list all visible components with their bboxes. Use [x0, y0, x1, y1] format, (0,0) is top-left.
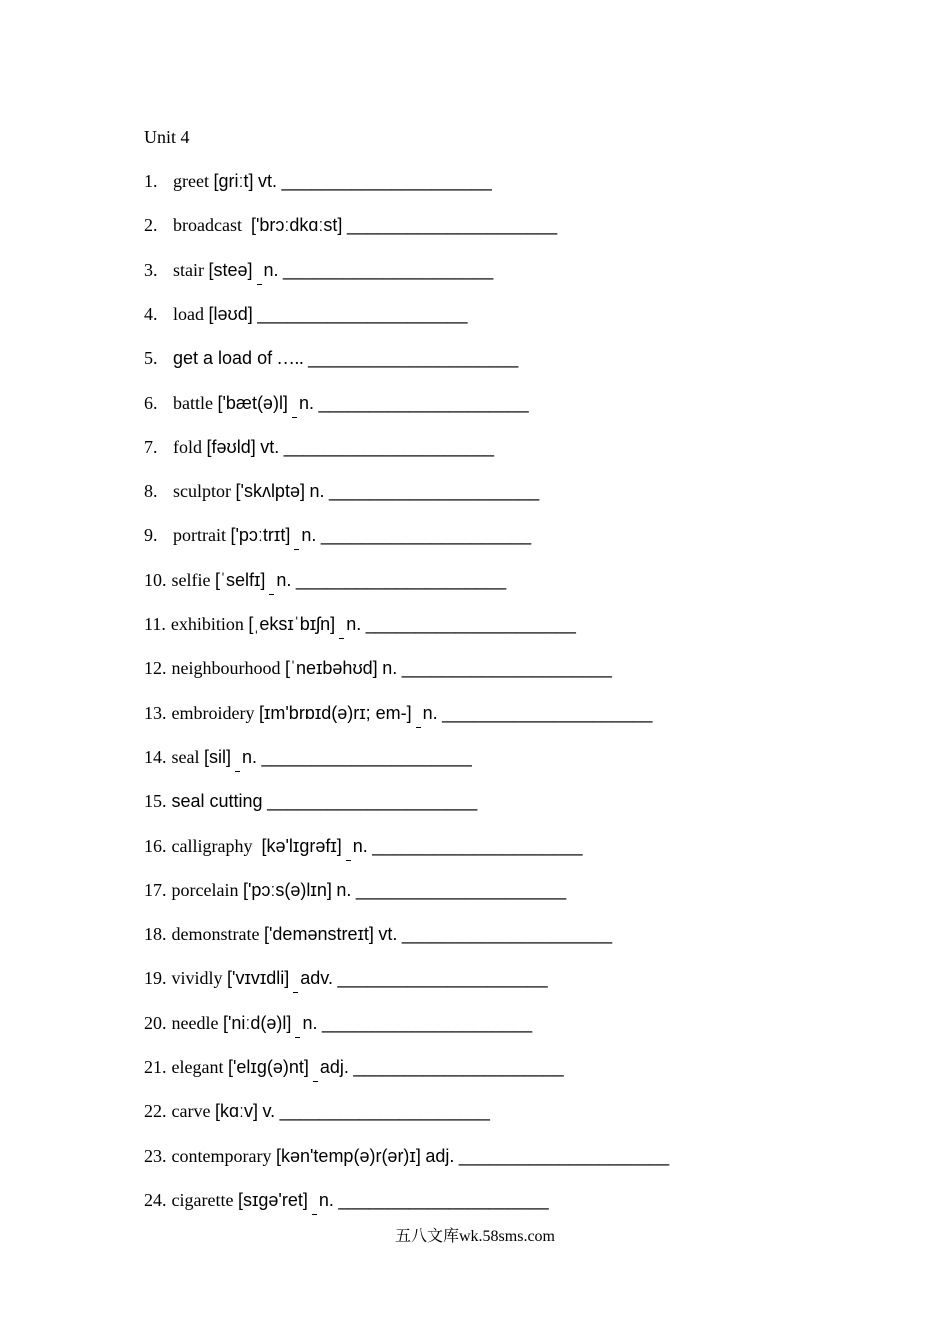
underscore-mark — [313, 1081, 318, 1082]
item-phonetic: [ˈneɪbəhʊd] — [284, 658, 378, 678]
item-number: 10. — [144, 570, 167, 590]
unit-title: Unit 4 — [144, 127, 190, 147]
underscore-mark — [339, 638, 344, 639]
item-word: elegant — [171, 1057, 224, 1077]
item-phonetic: ['bæt(ə)l] — [217, 393, 288, 413]
item-phonetic: [ləʊd] — [208, 304, 253, 324]
item-phonetic: [ɪm'brɒɪd(ə)rɪ; em-] — [258, 703, 412, 723]
item-word: contemporary — [171, 1146, 272, 1166]
item-part-of-speech: n. — [263, 260, 279, 280]
item-phonetic: [fəʊld] — [206, 437, 256, 457]
item-number: 15. — [144, 791, 167, 811]
item-phonetic: ['pɔːtrɪt] — [230, 525, 291, 545]
answer-blank[interactable]: _____________________ — [355, 880, 567, 900]
item-number: 18. — [144, 924, 167, 944]
answer-blank[interactable]: _____________________ — [318, 393, 529, 413]
item-word: needle — [171, 1013, 219, 1033]
item-word: fold — [173, 437, 202, 457]
item-number: 24. — [144, 1190, 167, 1210]
vocab-item — [144, 346, 518, 370]
answer-blank[interactable]: _____________________ — [401, 924, 613, 944]
answer-blank[interactable]: _____________________ — [337, 968, 548, 988]
vocab-item — [144, 878, 566, 902]
vocab-item — [144, 1055, 564, 1079]
vocab-item — [144, 169, 492, 193]
underscore-mark — [312, 1214, 317, 1215]
answer-blank[interactable]: _____________________ — [353, 1057, 564, 1077]
item-number: 4. — [144, 304, 158, 324]
vocab-item — [144, 966, 548, 990]
item-number: 23. — [144, 1146, 167, 1166]
vocab-item — [144, 435, 494, 459]
item-number: 13. — [144, 703, 167, 723]
vocab-item — [144, 612, 576, 636]
item-phonetic: ['niːd(ə)l] — [222, 1013, 292, 1033]
answer-blank[interactable]: _____________________ — [257, 304, 468, 324]
item-word: seal cutting — [171, 791, 263, 811]
item-number: 8. — [144, 481, 158, 501]
vocab-item — [144, 656, 612, 680]
item-word: seal — [171, 747, 200, 767]
item-part-of-speech: n. — [301, 525, 317, 545]
footer-watermark: 五八文库wk.58sms.com — [394, 1228, 555, 1245]
item-word: portrait — [173, 525, 226, 545]
vocab-item — [144, 745, 472, 769]
item-number: 2. — [144, 215, 158, 235]
item-word: porcelain — [171, 880, 239, 900]
item-part-of-speech: n. — [309, 481, 325, 501]
item-number: 6. — [144, 393, 158, 413]
answer-blank[interactable]: _____________________ — [346, 215, 558, 235]
item-number: 22. — [144, 1101, 167, 1121]
item-phonetic: ['pɔːs(ə)lɪn] — [242, 880, 332, 900]
item-phonetic: [kɑːv] — [214, 1101, 258, 1121]
item-phonetic: [sɪgə'ret] — [237, 1190, 308, 1210]
vocab-item — [144, 1188, 549, 1212]
item-phonetic: [sil] — [203, 747, 231, 767]
item-number: 11. — [144, 614, 166, 634]
item-phonetic: [ˈselfɪ] — [214, 570, 266, 590]
item-part-of-speech: n. — [336, 880, 352, 900]
item-part-of-speech: vt. — [378, 924, 398, 944]
item-phonetic: [ˌeksɪˈbɪʃn] — [248, 614, 336, 634]
vocab-item — [144, 479, 539, 503]
vocab-item — [144, 1011, 532, 1035]
vocab-item — [144, 834, 583, 858]
item-phonetic: ['elɪg(ə)nt] — [227, 1057, 309, 1077]
item-number: 16. — [144, 836, 167, 856]
item-phonetic: ['skʌlptə] — [235, 481, 305, 501]
answer-blank[interactable]: _____________________ — [283, 437, 495, 457]
item-phonetic: [griːt] — [213, 171, 254, 191]
item-part-of-speech: n. — [298, 393, 314, 413]
item-phonetic: ['demənstreɪt] — [263, 924, 374, 944]
item-part-of-speech: n. — [318, 1190, 334, 1210]
item-word: battle — [173, 393, 213, 413]
answer-blank[interactable]: _____________________ — [261, 747, 472, 767]
underscore-mark — [292, 417, 297, 418]
answer-blank[interactable]: _____________________ — [365, 614, 576, 634]
item-number: 14. — [144, 747, 167, 767]
vocab-item — [144, 789, 477, 813]
underscore-mark — [416, 727, 421, 728]
underscore-mark — [293, 992, 298, 993]
item-number: 3. — [144, 260, 158, 280]
item-phonetic: [kə'lɪgrəfɪ] — [261, 836, 342, 856]
item-number: 17. — [144, 880, 167, 900]
item-phonetic: [steə] — [208, 260, 253, 280]
underscore-mark — [235, 771, 240, 772]
item-word: get a load of — [173, 348, 273, 368]
item-part-of-speech: adj. — [319, 1057, 349, 1077]
answer-blank[interactable]: _____________________ — [279, 1101, 490, 1121]
item-phonetic: [kən'temp(ə)r(ər)ɪ] — [275, 1146, 421, 1166]
answer-blank[interactable]: _____________________ — [328, 481, 540, 501]
item-number: 20. — [144, 1013, 167, 1033]
item-word: vividly — [171, 968, 223, 988]
item-number: 1. — [144, 171, 158, 191]
item-phonetic: ['vɪvɪdli] — [227, 968, 290, 988]
item-part-of-speech: n. — [346, 614, 362, 634]
vocab-item — [144, 258, 493, 282]
item-word: embroidery — [171, 703, 255, 723]
vocab-item — [144, 302, 468, 326]
item-word: broadcast — [173, 215, 242, 235]
answer-blank[interactable]: _____________________ — [372, 836, 583, 856]
underscore-mark — [346, 860, 351, 861]
answer-blank[interactable]: _____________________ — [283, 260, 494, 280]
item-word: selfie — [171, 570, 211, 590]
item-part-of-speech: vt. — [258, 171, 278, 191]
item-word: carve — [171, 1101, 211, 1121]
vocab-item — [144, 568, 506, 592]
answer-blank[interactable]: _____________________ — [338, 1190, 549, 1210]
vocab-item — [144, 391, 529, 415]
answer-blank[interactable]: _____________________ — [267, 791, 478, 811]
item-ellipsis: ….. — [276, 348, 304, 368]
answer-blank[interactable]: _____________________ — [321, 1013, 533, 1033]
item-word: sculptor — [173, 481, 231, 501]
item-part-of-speech: n. — [382, 658, 398, 678]
item-part-of-speech: v. — [262, 1101, 276, 1121]
answer-blank[interactable]: _____________________ — [295, 570, 507, 590]
vocab-item — [144, 922, 612, 946]
answer-blank[interactable]: _____________________ — [320, 525, 532, 545]
item-phonetic: ['brɔːdkɑːst] — [250, 215, 343, 235]
item-number: 19. — [144, 968, 167, 988]
underscore-mark — [294, 549, 299, 550]
item-number: 12. — [144, 658, 167, 678]
item-word: neighbourhood — [171, 658, 281, 678]
item-word: stair — [173, 260, 204, 280]
item-word: greet — [173, 171, 209, 191]
item-part-of-speech: vt. — [260, 437, 280, 457]
item-part-of-speech: n. — [422, 703, 438, 723]
answer-blank[interactable]: _____________________ — [458, 1146, 670, 1166]
answer-blank[interactable]: _____________________ — [281, 171, 492, 191]
item-number: 5. — [144, 348, 158, 368]
item-word: demonstrate — [171, 924, 260, 944]
vocab-item — [144, 213, 557, 237]
item-number: 7. — [144, 437, 158, 457]
item-part-of-speech: adj. — [425, 1146, 455, 1166]
vocab-item — [144, 1144, 669, 1168]
item-word: calligraphy — [171, 836, 253, 856]
vocab-item — [144, 701, 652, 725]
answer-blank[interactable]: _____________________ — [401, 658, 612, 678]
underscore-mark — [269, 594, 274, 595]
vocab-item — [144, 1099, 490, 1123]
item-word: exhibition — [170, 614, 244, 634]
item-part-of-speech: n. — [241, 747, 257, 767]
answer-blank[interactable]: _____________________ — [442, 703, 653, 723]
item-word: cigarette — [171, 1190, 234, 1210]
answer-blank[interactable]: _____________________ — [308, 348, 519, 368]
item-word: load — [173, 304, 204, 324]
underscore-mark — [295, 1037, 300, 1038]
item-number: 9. — [144, 525, 158, 545]
underscore-mark — [257, 284, 262, 285]
item-number: 21. — [144, 1057, 167, 1077]
item-part-of-speech: n. — [276, 570, 292, 590]
item-part-of-speech: n. — [352, 836, 368, 856]
vocab-item — [144, 523, 531, 547]
item-part-of-speech: n. — [302, 1013, 318, 1033]
item-part-of-speech: adv. — [300, 968, 333, 988]
